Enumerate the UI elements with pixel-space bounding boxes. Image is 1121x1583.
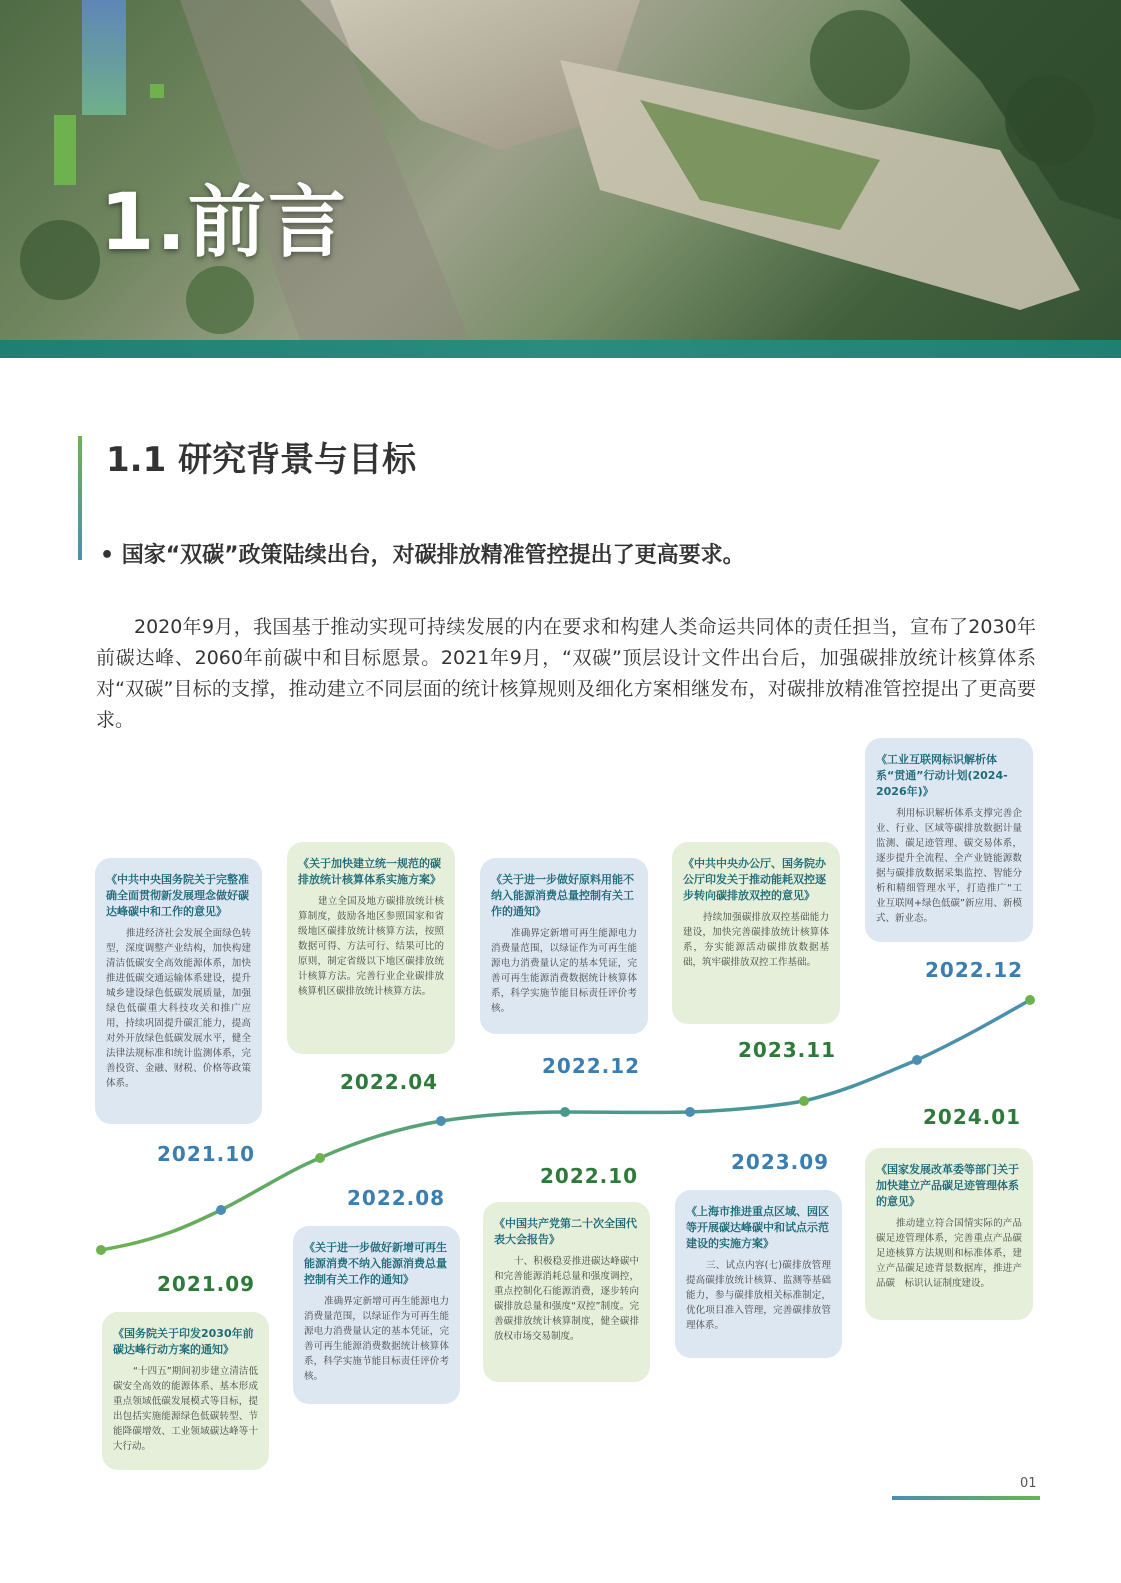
timeline-node bbox=[436, 1116, 446, 1126]
policy-card-title: 《关于进一步做好原料用能不纳入能源消费总量控制有关工作的通知》 bbox=[491, 873, 634, 918]
policy-card-text: 推动建立符合国情实际的产品碳足迹管理体系，完善重点产品碳足迹核算方法规则和标准体系，建立产品碳足迹背景数据库，推进产品碳 标识认证制度建设。 bbox=[876, 1218, 1022, 1289]
timeline-date: 2022.12 bbox=[542, 1054, 641, 1078]
timeline-node bbox=[216, 1205, 226, 1215]
timeline-node bbox=[1025, 995, 1035, 1005]
policy-card bbox=[102, 1312, 269, 1470]
policy-card-text: 三、试点内容(七)碳排放管理提高碳排放统计核算、监测等基础能力，参与碳排放相关标准制定，优化项目准入管理，完善碳排放管理体系。 bbox=[686, 1260, 831, 1331]
policy-card-title: 《工业互联网标识解析体系“贯通”行动计划(2024-2026年)》 bbox=[876, 753, 1008, 798]
timeline-node bbox=[560, 1107, 570, 1117]
page-number: 01 bbox=[1020, 1476, 1037, 1491]
chapter-title: 1.前言 bbox=[100, 178, 348, 268]
timeline-node bbox=[685, 1107, 695, 1117]
policy-card bbox=[293, 1226, 460, 1404]
timeline-node bbox=[315, 1153, 325, 1163]
timeline-date: 2021.10 bbox=[157, 1142, 256, 1166]
policy-card bbox=[675, 1190, 842, 1358]
policy-card-text: 十、积极稳妥推进碳达峰碳中和完善能源消耗总量和强度调控，重点控制化石能源消费，逐步转向碳排放总量和强度“双控”制度。完善碳排放统计核算制度，健全碳排放权市场交易制度。 bbox=[494, 1256, 639, 1342]
timeline-node bbox=[912, 1055, 922, 1065]
policy-card-title: 《中共中央国务院关于完整准确全面贯彻新发展理念做好碳达峰碳中和工作的意见》 bbox=[106, 873, 249, 918]
section-bullet: • 国家“双碳”政策陆续出台，对碳排放精准管控提出了更高要求。 bbox=[100, 543, 745, 568]
timeline-date: 2022.10 bbox=[540, 1164, 639, 1188]
timeline-date: 2022.08 bbox=[347, 1186, 446, 1210]
policy-card bbox=[480, 858, 648, 1034]
policy-card-text: 准确界定新增可再生能源电力消费量范围，以绿证作为可再生能源电力消费量认定的基本凭证，完善可再生能源消费数据统计核算体系，科学实施节能目标责任评价考核。 bbox=[491, 928, 637, 1014]
timeline-date: 2022.12 bbox=[925, 958, 1024, 982]
intro-paragraph: 2020年9月，我国基于推动实现可持续发展的内在要求和构建人类命运共同体的责任担当，宣布了2030年前碳达峰、2060年前碳中和目标愿景。2021年9月，“双碳”顶层设计文件出台后，加强碳排放统计核算体系对“双碳”目标的支撑，推动建立不同层面的统计核算规则及细化方案相继发布，对碳排放精准管控提出了更高要求。 bbox=[96, 616, 1036, 731]
footer-accent-line bbox=[892, 1496, 1040, 1500]
timeline-node bbox=[799, 1096, 809, 1106]
policy-card-text: “十四五”期间初步建立清洁低碳安全高效的能源体系、基本形成重点领域低碳发展模式等目标，提出包括实施能源绿色低碳转型、节能降碳增效、工业领域碳达峰等十大行动。 bbox=[113, 1366, 258, 1452]
policy-card-text: 建立全国及地方碳排放统计核算制度，鼓励各地区参照国家和省级地区碳排放统计核算方法，按照数据可得、方法可行、结果可比的原则，制定省级以下地区碳排放统计核算方法。完善行业企业碳排放核算机区碳排放统计核算方法。 bbox=[298, 896, 444, 997]
policy-card bbox=[865, 738, 1033, 942]
policy-card bbox=[865, 1148, 1033, 1320]
policy-card-title: 《上海市推进重点区域、园区等开展碳达峰碳中和试点示范建设的实施方案》 bbox=[686, 1205, 829, 1250]
timeline-node bbox=[96, 1245, 106, 1255]
policy-card bbox=[287, 842, 455, 1054]
policy-card-title: 《中共中央办公厅、国务院办公厅印发关于推动能耗双控逐步转向碳排放双控的意见》 bbox=[683, 857, 826, 902]
policy-card-text: 利用标识解析体系支撑完善企业、行业、区域等碳排放数据计量监测、碳足迹管理、碳交易体系，逐步提升全流程、全产业链能源数据与碳排放数据采集监控、智能分析和精细管理水平，打造推广“工业互联网+绿色低碳”新应用、新模式、新业态。 bbox=[876, 808, 1022, 924]
timeline-date: 2022.04 bbox=[340, 1070, 439, 1094]
policy-card-title: 《中国共产党第二十次全国代表大会报告》 bbox=[494, 1217, 637, 1246]
timeline-date: 2023.09 bbox=[731, 1150, 830, 1174]
policy-card-title: 《关于进一步做好新增可再生能源消费不纳入能源消费总量控制有关工作的通知》 bbox=[304, 1241, 447, 1286]
policy-card-text: 准确界定新增可再生能源电力消费量范围，以绿证作为可再生能源电力消费量认定的基本凭证，完善可再生能源消费数据统计核算体系，科学实施节能目标责任评价考核。 bbox=[304, 1296, 449, 1382]
policy-card bbox=[483, 1202, 650, 1382]
policy-card-title: 《国家发展改革委等部门关于加快建立产品碳足迹管理体系的意见》 bbox=[876, 1163, 1019, 1208]
section-title: 1.1 研究背景与目标 bbox=[106, 440, 417, 480]
policy-card-title: 《关于加快建立统一规范的碳排放统计核算体系实施方案》 bbox=[298, 857, 441, 886]
policy-card-title: 《国务院关于印发2030年前碳达峰行动方案的通知》 bbox=[113, 1327, 254, 1356]
policy-card bbox=[95, 858, 262, 1124]
policy-card-text: 持续加强碳排放双控基础能力建设，加快完善碳排放统计核算体系，夯实能源活动碳排放数据基础，筑牢碳排放双控工作基础。 bbox=[683, 912, 829, 968]
policy-card-text: 推进经济社会发展全面绿色转型，深度调整产业结构，加快构建清洁低碳安全高效能源体系，加快推进低碳交通运输体系建设，提升城乡建设绿色低碳发展质量，加强绿色低碳重大科技攻关和推广应用，持续巩固提升碳汇能力，提高对外开放绿色低碳发展水平，健全法律法规标准和统计监测体系，完善投资、金融、财税、价格等政策体系。 bbox=[106, 928, 251, 1089]
policy-card bbox=[672, 842, 840, 1024]
timeline-date: 2024.01 bbox=[923, 1105, 1022, 1129]
timeline-date: 2023.11 bbox=[738, 1038, 837, 1062]
timeline-date: 2021.09 bbox=[157, 1272, 256, 1296]
